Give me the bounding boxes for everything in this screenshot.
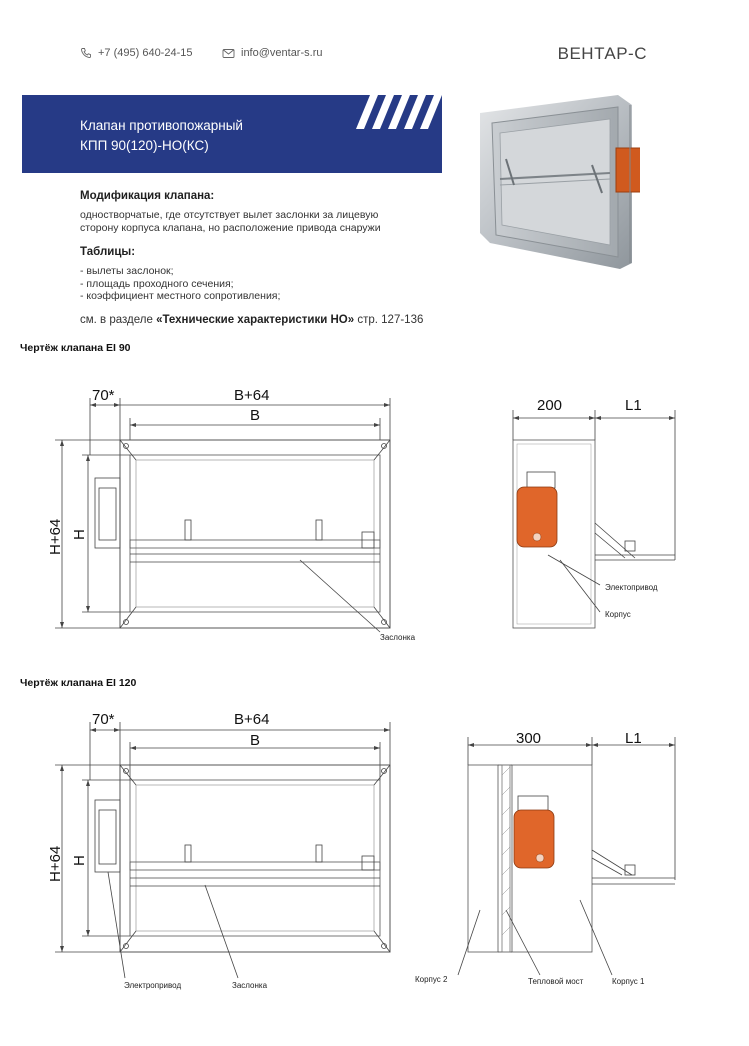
dim-b: B bbox=[250, 732, 261, 749]
dim-70: 70* bbox=[92, 711, 115, 728]
drawing2-title: Чертёж клапана EI 120 bbox=[20, 677, 137, 689]
label-body: Корпус bbox=[605, 610, 631, 619]
reference-prefix: см. в разделе bbox=[80, 314, 157, 326]
dim-h: H bbox=[71, 855, 88, 866]
modification-line2: сторону корпуса клапана, но расположение привода снаружи bbox=[80, 221, 381, 234]
label-body2: Корпус 2 bbox=[415, 975, 448, 984]
modification-heading: Модификация клапана: bbox=[80, 190, 215, 202]
label-actuator: Электопривод bbox=[605, 583, 658, 592]
reference-note bbox=[80, 314, 423, 326]
dim-h64: H+64 bbox=[47, 518, 64, 555]
product-title-line2: КПП 90(120)-НО(КС) bbox=[80, 138, 209, 153]
dim-l1: L1 bbox=[625, 397, 642, 414]
dim-depth: 200 bbox=[537, 397, 563, 414]
product-title bbox=[80, 116, 243, 156]
label-thermal-bridge: Тепловой мост bbox=[528, 977, 584, 986]
list-item: - вылеты заслонок; bbox=[80, 265, 174, 277]
actuator-drawing bbox=[514, 810, 554, 868]
list-item: - коэффициент местного сопротивления; bbox=[80, 290, 281, 302]
tables-heading: Таблицы: bbox=[80, 246, 136, 258]
label-body1: Корпус 1 bbox=[612, 977, 645, 986]
reference-pages: стр. 127-136 bbox=[354, 314, 424, 326]
mail-icon bbox=[222, 48, 235, 59]
modification-text bbox=[80, 209, 381, 234]
dim-b64: B+64 bbox=[234, 387, 270, 404]
label-damper: Заслонка bbox=[232, 981, 268, 990]
phone-icon bbox=[80, 47, 92, 59]
drawing2 bbox=[0, 700, 749, 1000]
modification-line1: одностворчатые, где отсутствует вылет заслонки за лицевую bbox=[80, 209, 379, 221]
list-item: - площадь проходного сечения; bbox=[80, 277, 234, 290]
dim-l1: L1 bbox=[625, 730, 642, 747]
phone-contact[interactable] bbox=[80, 47, 192, 59]
drawing1-title: Чертёж клапана EI 90 bbox=[20, 342, 131, 354]
drawing1 bbox=[0, 360, 749, 660]
label-actuator: Электропривод bbox=[124, 981, 182, 990]
dim-b: B bbox=[250, 407, 261, 424]
dim-b64: B+64 bbox=[234, 711, 270, 728]
dim-depth: 300 bbox=[516, 730, 542, 747]
banner-stripes-decoration bbox=[356, 95, 442, 135]
product-title-line1: Клапан противопожарный bbox=[80, 118, 243, 133]
tables-list bbox=[80, 265, 280, 303]
dim-h64: H+64 bbox=[47, 845, 64, 882]
phone-number: +7 (495) 640-24-15 bbox=[98, 47, 193, 59]
dim-h: H bbox=[71, 529, 88, 540]
product-photo bbox=[470, 93, 640, 271]
email-contact[interactable] bbox=[222, 47, 322, 59]
label-damper: Заслонка bbox=[380, 633, 416, 642]
reference-link[interactable]: «Технические характеристики НО» bbox=[156, 314, 355, 326]
dim-70: 70* bbox=[92, 387, 115, 404]
email-address: info@ventar-s.ru bbox=[241, 47, 323, 59]
brand-logo: ВЕНТАР-С bbox=[557, 44, 647, 63]
